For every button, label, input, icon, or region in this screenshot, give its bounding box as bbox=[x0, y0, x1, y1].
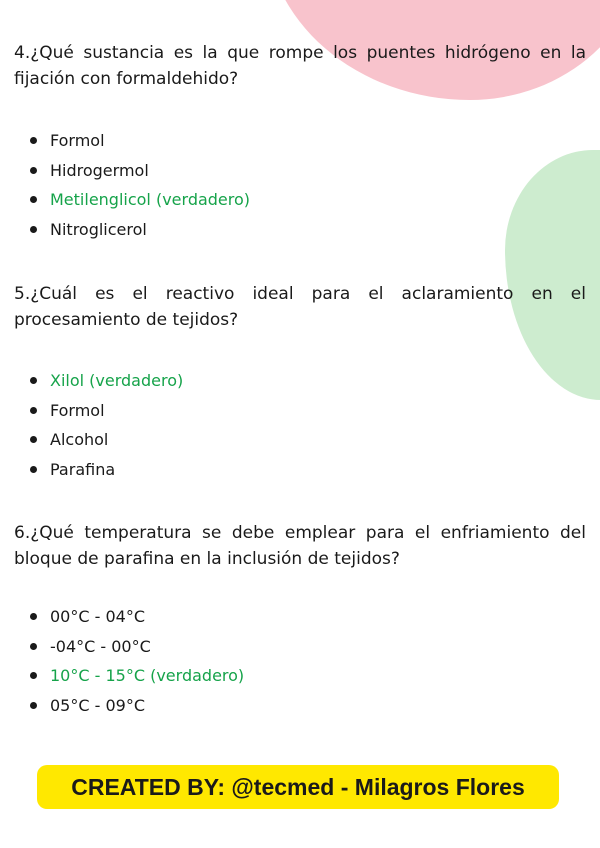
credit-banner: CREATED BY: @tecmed - Milagros Flores bbox=[37, 765, 559, 809]
option-label: Alcohol bbox=[50, 430, 109, 449]
bullet-icon bbox=[30, 167, 37, 174]
option-label: Hidrogermol bbox=[50, 160, 149, 180]
bullet-icon bbox=[30, 643, 37, 650]
green-decorative-blob bbox=[505, 150, 600, 400]
bullet-icon bbox=[30, 436, 37, 443]
option-5a-correct bbox=[28, 366, 183, 396]
option-4b bbox=[28, 156, 250, 186]
bullet-icon bbox=[30, 702, 37, 709]
question-6-options bbox=[28, 602, 244, 720]
option-label: 05°C - 09°C bbox=[50, 695, 146, 715]
option-label: Xilol (verdadero) bbox=[50, 371, 184, 390]
option-5b bbox=[28, 396, 183, 426]
question-4-text: 4.¿Qué sustancia es la que rompe los puentes hidrógeno en la fijación con formaldehido? bbox=[14, 43, 586, 89]
option-4d bbox=[28, 215, 250, 245]
question-6-text: 6.¿Qué temperatura se debe emplear para el enfriamiento del bloque de parafina en la inclusión de tejidos? bbox=[14, 523, 586, 569]
option-label: Parafina bbox=[50, 459, 116, 479]
option-label: 00°C - 04°C bbox=[50, 607, 146, 626]
question-4-options bbox=[28, 126, 250, 244]
option-6b bbox=[28, 632, 244, 662]
option-label: Nitroglicerol bbox=[50, 219, 147, 239]
option-label: 10°C - 15°C (verdadero) bbox=[50, 666, 245, 685]
option-4c-correct bbox=[28, 185, 250, 215]
bullet-icon bbox=[30, 466, 37, 473]
bullet-icon bbox=[30, 226, 37, 233]
option-6d bbox=[28, 691, 244, 721]
bullet-icon bbox=[30, 613, 37, 620]
option-label: Formol bbox=[50, 400, 105, 420]
bullet-icon bbox=[30, 137, 37, 144]
option-6c-correct bbox=[28, 661, 244, 691]
bullet-icon bbox=[30, 377, 37, 384]
bullet-icon bbox=[30, 407, 37, 414]
option-5c bbox=[28, 425, 183, 455]
option-6a bbox=[28, 602, 244, 632]
option-label: Metilenglicol (verdadero) bbox=[50, 190, 251, 209]
bullet-icon bbox=[30, 196, 37, 203]
option-label: -04°C - 00°C bbox=[50, 636, 151, 656]
option-4a bbox=[28, 126, 250, 156]
question-5-options bbox=[28, 366, 183, 484]
option-label: Formol bbox=[50, 131, 105, 150]
option-5d bbox=[28, 455, 183, 485]
question-5-text: 5.¿Cuál es el reactivo ideal para el aclaramiento en el procesamiento de tejidos? bbox=[14, 284, 586, 330]
bullet-icon bbox=[30, 672, 37, 679]
